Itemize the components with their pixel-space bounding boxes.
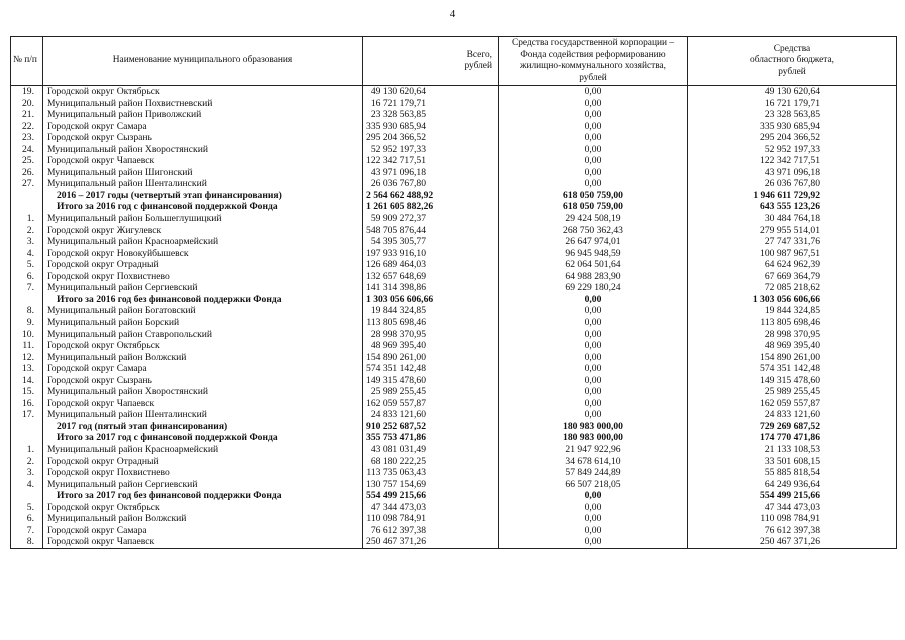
- row-number: [11, 421, 43, 433]
- regional-budget-amount: 43 971 096,18: [688, 167, 897, 179]
- municipality-name: Муниципальный район Приволжский: [43, 109, 363, 121]
- total-amount: 122 342 717,51: [363, 155, 499, 167]
- table-row: [11, 502, 897, 514]
- fund-amount: 0,00: [499, 502, 688, 514]
- fund-amount: 0,00: [499, 525, 688, 537]
- table-row: [11, 386, 897, 398]
- row-number: [11, 490, 43, 502]
- total-amount: 43 081 031,49: [363, 444, 499, 456]
- municipality-name: Итого за 2017 год без финансовой поддержки Фонда: [43, 490, 363, 502]
- table-row: [11, 259, 897, 271]
- table-row: [11, 155, 897, 167]
- fund-amount: 0,00: [499, 340, 688, 352]
- table-subtotal-row: [11, 201, 897, 213]
- regional-budget-amount: 26 036 767,80: [688, 178, 897, 190]
- table-row: [11, 375, 897, 387]
- municipality-name: Городской округ Чапаевск: [43, 536, 363, 548]
- fund-amount: 0,00: [499, 513, 688, 525]
- total-amount: 197 933 916,10: [363, 248, 499, 260]
- table-subtotal-row: [11, 432, 897, 444]
- regional-budget-amount: 149 315 478,60: [688, 375, 897, 387]
- table-row: [11, 363, 897, 375]
- row-number: 27.: [11, 178, 43, 190]
- table-row: [11, 282, 897, 294]
- municipality-name: Муниципальный район Волжский: [43, 352, 363, 364]
- table-row: [11, 340, 897, 352]
- fund-amount: 0,00: [499, 144, 688, 156]
- regional-budget-amount: 23 328 563,85: [688, 109, 897, 121]
- total-amount: 355 753 471,86: [363, 432, 499, 444]
- total-amount: 126 689 464,03: [363, 259, 499, 271]
- header-total: Всего, рублей: [363, 37, 499, 86]
- total-amount: 26 036 767,80: [363, 178, 499, 190]
- row-number: 20.: [11, 98, 43, 110]
- municipality-name: Итого за 2017 год с финансовой поддержкой Фонда: [43, 432, 363, 444]
- row-number: 8.: [11, 536, 43, 548]
- fund-amount: 0,00: [499, 409, 688, 421]
- municipality-name: Муниципальный район Волжский: [43, 513, 363, 525]
- municipality-name: Городской округ Самара: [43, 121, 363, 133]
- municipality-name: Муниципальный район Хворостянский: [43, 144, 363, 156]
- page-number: 4: [449, 8, 456, 20]
- fund-amount: 0,00: [499, 109, 688, 121]
- table-row: [11, 456, 897, 468]
- row-number: 14.: [11, 375, 43, 387]
- municipality-name: Муниципальный район Ставропольский: [43, 328, 363, 340]
- municipality-name: Муниципальный район Красноармейский: [43, 444, 363, 456]
- municipality-name: Городской округ Сызрань: [43, 375, 363, 387]
- fund-amount: 0,00: [499, 352, 688, 364]
- row-number: 4.: [11, 248, 43, 260]
- total-amount: 24 833 121,60: [363, 409, 499, 421]
- row-number: 7.: [11, 525, 43, 537]
- row-number: 21.: [11, 109, 43, 121]
- regional-budget-amount: 16 721 179,71: [688, 98, 897, 110]
- row-number: 12.: [11, 352, 43, 364]
- regional-budget-amount: 25 989 255,45: [688, 386, 897, 398]
- regional-budget-amount: 174 770 471,86: [688, 432, 897, 444]
- regional-budget-amount: 1 303 056 606,66: [688, 294, 897, 306]
- table-row: [11, 409, 897, 421]
- municipality-name: Городской округ Октябрьск: [43, 340, 363, 352]
- row-number: 9.: [11, 317, 43, 329]
- table-row: [11, 271, 897, 283]
- fund-amount: 0,00: [499, 328, 688, 340]
- table-subtotal-row: [11, 490, 897, 502]
- row-number: [11, 432, 43, 444]
- row-number: [11, 294, 43, 306]
- table-row: [11, 109, 897, 121]
- regional-budget-amount: 67 669 364,79: [688, 271, 897, 283]
- fund-amount: 57 849 244,89: [499, 467, 688, 479]
- total-amount: 113 805 698,46: [363, 317, 499, 329]
- regional-budget-amount: 729 269 687,52: [688, 421, 897, 433]
- header-number: № п/п: [11, 37, 43, 86]
- table-row: [11, 248, 897, 260]
- regional-budget-amount: 154 890 261,00: [688, 352, 897, 364]
- regional-budget-amount: 24 833 121,60: [688, 409, 897, 421]
- regional-budget-amount: 48 969 395,40: [688, 340, 897, 352]
- total-amount: 54 395 305,77: [363, 236, 499, 248]
- fund-amount: 0,00: [499, 155, 688, 167]
- table-subtotal-row: [11, 421, 897, 433]
- regional-budget-amount: 27 747 331,76: [688, 236, 897, 248]
- fund-amount: 0,00: [499, 86, 688, 98]
- total-amount: 2 564 662 488,92: [363, 190, 499, 202]
- municipality-name: Итого за 2016 год с финансовой поддержкой Фонда: [43, 201, 363, 213]
- municipality-name: Муниципальный район Богатовский: [43, 305, 363, 317]
- regional-budget-amount: 122 342 717,51: [688, 155, 897, 167]
- total-amount: 335 930 685,94: [363, 121, 499, 133]
- regional-budget-amount: 1 946 611 729,92: [688, 190, 897, 202]
- header-fund: Средства государственной корпорации – Фонда содействия реформированию жилищно-коммунального хозяйства, рублей: [499, 37, 688, 86]
- total-amount: 47 344 473,03: [363, 502, 499, 514]
- row-number: 4.: [11, 479, 43, 491]
- regional-budget-amount: 55 885 818,54: [688, 467, 897, 479]
- total-amount: 43 971 096,18: [363, 167, 499, 179]
- total-amount: 295 204 366,52: [363, 132, 499, 144]
- table-row: [11, 121, 897, 133]
- total-amount: 250 467 371,26: [363, 536, 499, 548]
- municipality-name: Муниципальный район Шигонский: [43, 167, 363, 179]
- fund-amount: 618 050 759,00: [499, 190, 688, 202]
- fund-amount: 21 947 922,96: [499, 444, 688, 456]
- municipality-name: Муниципальный район Похвистневский: [43, 98, 363, 110]
- row-number: 17.: [11, 409, 43, 421]
- fund-amount: 0,00: [499, 363, 688, 375]
- regional-budget-amount: 295 204 366,52: [688, 132, 897, 144]
- municipality-name: Городской округ Самара: [43, 525, 363, 537]
- fund-amount: 0,00: [499, 398, 688, 410]
- total-amount: 574 351 142,48: [363, 363, 499, 375]
- table-row: [11, 444, 897, 456]
- municipality-name: 2017 год (пятый этап финансирования): [43, 421, 363, 433]
- fund-amount: 0,00: [499, 294, 688, 306]
- fund-amount: 26 647 974,01: [499, 236, 688, 248]
- row-number: 1.: [11, 213, 43, 225]
- table-row: [11, 525, 897, 537]
- total-amount: 162 059 557,87: [363, 398, 499, 410]
- total-amount: 149 315 478,60: [363, 375, 499, 387]
- row-number: 13.: [11, 363, 43, 375]
- regional-budget-amount: 21 133 108,53: [688, 444, 897, 456]
- regional-budget-amount: 30 484 764,18: [688, 213, 897, 225]
- table-row: [11, 398, 897, 410]
- row-number: 8.: [11, 305, 43, 317]
- total-amount: 132 657 648,69: [363, 271, 499, 283]
- row-number: 7.: [11, 282, 43, 294]
- fund-amount: 0,00: [499, 317, 688, 329]
- regional-budget-amount: 113 805 698,46: [688, 317, 897, 329]
- header-municipality: Наименование муниципального образования: [43, 37, 363, 86]
- fund-amount: 0,00: [499, 536, 688, 548]
- total-amount: 113 735 063,43: [363, 467, 499, 479]
- total-amount: 52 952 197,33: [363, 144, 499, 156]
- municipality-name: Городской округ Самара: [43, 363, 363, 375]
- municipality-name: Городской округ Жигулевск: [43, 225, 363, 237]
- total-amount: 141 314 398,86: [363, 282, 499, 294]
- funding-table: [10, 36, 897, 549]
- fund-amount: 0,00: [499, 490, 688, 502]
- total-amount: 23 328 563,85: [363, 109, 499, 121]
- municipality-name: Муниципальный район Борский: [43, 317, 363, 329]
- fund-amount: 62 064 501,64: [499, 259, 688, 271]
- row-number: 16.: [11, 398, 43, 410]
- municipality-name: Городской округ Новокуйбышевск: [43, 248, 363, 260]
- municipality-name: Городской округ Октябрьск: [43, 86, 363, 98]
- total-amount: 1 303 056 606,66: [363, 294, 499, 306]
- row-number: 23.: [11, 132, 43, 144]
- fund-amount: 0,00: [499, 305, 688, 317]
- regional-budget-amount: 33 501 608,15: [688, 456, 897, 468]
- table-row: [11, 513, 897, 525]
- municipality-name: 2016 – 2017 годы (четвертый этап финансирования): [43, 190, 363, 202]
- row-number: 2.: [11, 456, 43, 468]
- regional-budget-amount: 28 998 370,95: [688, 328, 897, 340]
- total-amount: 19 844 324,85: [363, 305, 499, 317]
- row-number: 5.: [11, 502, 43, 514]
- fund-amount: 0,00: [499, 132, 688, 144]
- table-row: [11, 305, 897, 317]
- fund-amount: 0,00: [499, 386, 688, 398]
- fund-amount: 0,00: [499, 178, 688, 190]
- regional-budget-amount: 250 467 371,26: [688, 536, 897, 548]
- municipality-name: Муниципальный район Шенталинский: [43, 178, 363, 190]
- table-row: [11, 213, 897, 225]
- fund-amount: 180 983 000,00: [499, 421, 688, 433]
- table-row: [11, 317, 897, 329]
- table-subtotal-row: [11, 190, 897, 202]
- total-amount: 25 989 255,45: [363, 386, 499, 398]
- total-amount: 49 130 620,64: [363, 86, 499, 98]
- row-number: 25.: [11, 155, 43, 167]
- row-number: 3.: [11, 236, 43, 248]
- regional-budget-amount: 335 930 685,94: [688, 121, 897, 133]
- municipality-name: Муниципальный район Хворостянский: [43, 386, 363, 398]
- table-subtotal-row: [11, 294, 897, 306]
- total-amount: 910 252 687,52: [363, 421, 499, 433]
- regional-budget-amount: 72 085 218,62: [688, 282, 897, 294]
- total-amount: 28 998 370,95: [363, 328, 499, 340]
- total-amount: 48 969 395,40: [363, 340, 499, 352]
- regional-budget-amount: 76 612 397,38: [688, 525, 897, 537]
- regional-budget-amount: 64 249 936,64: [688, 479, 897, 491]
- row-number: 10.: [11, 328, 43, 340]
- regional-budget-amount: 47 344 473,03: [688, 502, 897, 514]
- row-number: 19.: [11, 86, 43, 98]
- regional-budget-amount: 100 987 967,51: [688, 248, 897, 260]
- municipality-name: Муниципальный район Красноармейский: [43, 236, 363, 248]
- total-amount: 68 180 222,25: [363, 456, 499, 468]
- table-header-row: [11, 37, 897, 86]
- total-amount: 59 909 272,37: [363, 213, 499, 225]
- fund-amount: 66 507 218,05: [499, 479, 688, 491]
- fund-amount: 64 988 283,90: [499, 271, 688, 283]
- municipality-name: Муниципальный район Большеглушицкий: [43, 213, 363, 225]
- total-amount: 548 705 876,44: [363, 225, 499, 237]
- row-number: 2.: [11, 225, 43, 237]
- regional-budget-amount: 554 499 215,66: [688, 490, 897, 502]
- row-number: 5.: [11, 259, 43, 271]
- fund-amount: 180 983 000,00: [499, 432, 688, 444]
- header-regional-budget: Средства областного бюджета, рублей: [688, 37, 897, 86]
- table-row: [11, 236, 897, 248]
- regional-budget-amount: 64 624 962,39: [688, 259, 897, 271]
- regional-budget-amount: 19 844 324,85: [688, 305, 897, 317]
- table-row: [11, 328, 897, 340]
- fund-amount: 0,00: [499, 98, 688, 110]
- fund-amount: 34 678 614,10: [499, 456, 688, 468]
- municipality-name: Муниципальный район Шенталинский: [43, 409, 363, 421]
- fund-amount: 29 424 508,19: [499, 213, 688, 225]
- municipality-name: Городской округ Похвистнево: [43, 271, 363, 283]
- total-amount: 154 890 261,00: [363, 352, 499, 364]
- fund-amount: 69 229 180,24: [499, 282, 688, 294]
- regional-budget-amount: 110 098 784,91: [688, 513, 897, 525]
- municipality-name: Городской округ Октябрьск: [43, 502, 363, 514]
- table-row: [11, 86, 897, 98]
- municipality-name: Муниципальный район Сергиевский: [43, 282, 363, 294]
- row-number: 11.: [11, 340, 43, 352]
- municipality-name: Городской округ Чапаевск: [43, 398, 363, 410]
- table-row: [11, 132, 897, 144]
- row-number: 26.: [11, 167, 43, 179]
- table-row: [11, 479, 897, 491]
- row-number: 3.: [11, 467, 43, 479]
- fund-amount: 96 945 948,59: [499, 248, 688, 260]
- table-row: [11, 167, 897, 179]
- fund-amount: 618 050 759,00: [499, 201, 688, 213]
- row-number: 1.: [11, 444, 43, 456]
- table-row: [11, 467, 897, 479]
- municipality-name: Итого за 2016 год без финансовой поддержки Фонда: [43, 294, 363, 306]
- total-amount: 76 612 397,38: [363, 525, 499, 537]
- total-amount: 1 261 605 882,26: [363, 201, 499, 213]
- table-row: [11, 144, 897, 156]
- table-row: [11, 536, 897, 548]
- fund-amount: 0,00: [499, 121, 688, 133]
- regional-budget-amount: 643 555 123,26: [688, 201, 897, 213]
- row-number: 15.: [11, 386, 43, 398]
- total-amount: 110 098 784,91: [363, 513, 499, 525]
- row-number: [11, 201, 43, 213]
- municipality-name: Городской округ Чапаевск: [43, 155, 363, 167]
- row-number: 22.: [11, 121, 43, 133]
- fund-amount: 268 750 362,43: [499, 225, 688, 237]
- row-number: 6.: [11, 271, 43, 283]
- municipality-name: Муниципальный район Сергиевский: [43, 479, 363, 491]
- table-row: [11, 352, 897, 364]
- row-number: 24.: [11, 144, 43, 156]
- regional-budget-amount: 49 130 620,64: [688, 86, 897, 98]
- regional-budget-amount: 279 955 514,01: [688, 225, 897, 237]
- municipality-name: Городской округ Похвистнево: [43, 467, 363, 479]
- row-number: [11, 190, 43, 202]
- table-row: [11, 225, 897, 237]
- regional-budget-amount: 52 952 197,33: [688, 144, 897, 156]
- total-amount: 554 499 215,66: [363, 490, 499, 502]
- regional-budget-amount: 162 059 557,87: [688, 398, 897, 410]
- total-amount: 130 757 154,69: [363, 479, 499, 491]
- municipality-name: Городской округ Сызрань: [43, 132, 363, 144]
- fund-amount: 0,00: [499, 167, 688, 179]
- municipality-name: Городской округ Отрадный: [43, 456, 363, 468]
- row-number: 6.: [11, 513, 43, 525]
- regional-budget-amount: 574 351 142,48: [688, 363, 897, 375]
- municipality-name: Городской округ Отрадный: [43, 259, 363, 271]
- table-row: [11, 178, 897, 190]
- total-amount: 16 721 179,71: [363, 98, 499, 110]
- table-row: [11, 98, 897, 110]
- fund-amount: 0,00: [499, 375, 688, 387]
